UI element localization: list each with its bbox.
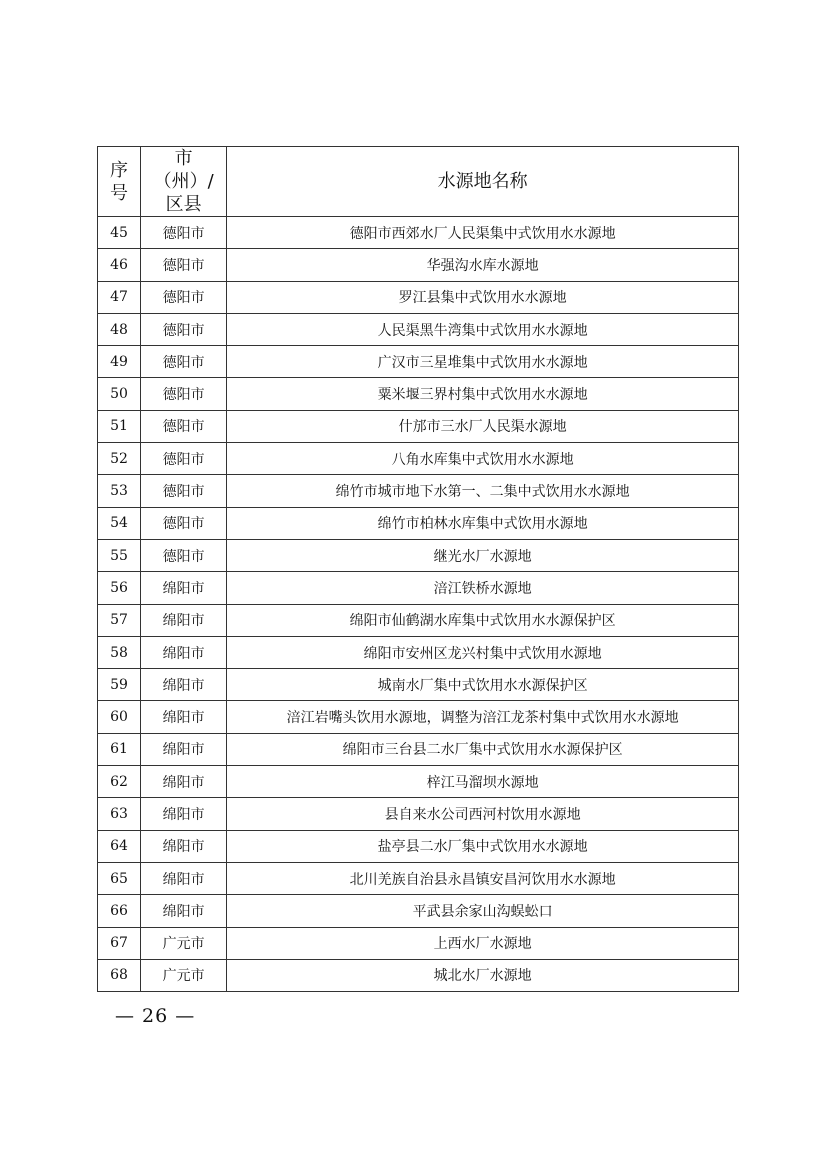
cell-city: 绵阳市	[141, 636, 227, 668]
cell-no: 50	[98, 378, 141, 410]
cell-name: 涪江铁桥水源地	[227, 572, 739, 604]
header-no: 序号	[98, 147, 141, 217]
cell-city: 绵阳市	[141, 798, 227, 830]
cell-no: 65	[98, 862, 141, 894]
cell-city: 绵阳市	[141, 733, 227, 765]
cell-name: 上西水厂水源地	[227, 927, 739, 959]
table-row	[98, 539, 739, 571]
cell-no: 47	[98, 281, 141, 313]
cell-city: 德阳市	[141, 346, 227, 378]
cell-no: 60	[98, 701, 141, 733]
cell-city: 绵阳市	[141, 830, 227, 862]
header-name: 水源地名称	[227, 147, 739, 217]
table-row	[98, 959, 739, 991]
cell-name: 粟米堰三界村集中式饮用水水源地	[227, 378, 739, 410]
table-row	[98, 636, 739, 668]
cell-city: 德阳市	[141, 475, 227, 507]
cell-name: 绵阳市三台县二水厂集中式饮用水水源保护区	[227, 733, 739, 765]
cell-no: 45	[98, 217, 141, 249]
cell-name: 盐亭县二水厂集中式饮用水水源地	[227, 830, 739, 862]
table-row	[98, 217, 739, 249]
cell-city: 绵阳市	[141, 701, 227, 733]
cell-name: 继光水厂水源地	[227, 539, 739, 571]
cell-city: 德阳市	[141, 410, 227, 442]
header-city: 市（州）/区县	[141, 147, 227, 217]
cell-no: 58	[98, 636, 141, 668]
cell-city: 绵阳市	[141, 669, 227, 701]
table-row	[98, 572, 739, 604]
cell-no: 68	[98, 959, 141, 991]
cell-name: 绵竹市城市地下水第一、二集中式饮用水水源地	[227, 475, 739, 507]
cell-name: 绵阳市安州区龙兴村集中式饮用水源地	[227, 636, 739, 668]
table-header-row	[98, 147, 739, 217]
cell-city: 绵阳市	[141, 862, 227, 894]
table-row	[98, 895, 739, 927]
cell-city: 德阳市	[141, 378, 227, 410]
cell-city: 广元市	[141, 927, 227, 959]
cell-no: 67	[98, 927, 141, 959]
table-row	[98, 701, 739, 733]
cell-no: 66	[98, 895, 141, 927]
table-row	[98, 346, 739, 378]
cell-name: 人民渠黑牛湾集中式饮用水水源地	[227, 313, 739, 345]
cell-no: 61	[98, 733, 141, 765]
table-row	[98, 604, 739, 636]
cell-no: 53	[98, 475, 141, 507]
cell-no: 49	[98, 346, 141, 378]
cell-name: 县自来水公司西河村饮用水源地	[227, 798, 739, 830]
cell-city: 广元市	[141, 959, 227, 991]
table-row	[98, 669, 739, 701]
page-number: — 26 —	[115, 1005, 196, 1027]
cell-no: 57	[98, 604, 141, 636]
cell-city: 德阳市	[141, 443, 227, 475]
cell-city: 绵阳市	[141, 604, 227, 636]
table-row	[98, 798, 739, 830]
cell-city: 绵阳市	[141, 895, 227, 927]
cell-name: 绵阳市仙鹤湖水库集中式饮用水水源保护区	[227, 604, 739, 636]
cell-city: 德阳市	[141, 217, 227, 249]
cell-no: 55	[98, 539, 141, 571]
cell-no: 46	[98, 249, 141, 281]
cell-name: 城南水厂集中式饮用水水源保护区	[227, 669, 739, 701]
cell-no: 59	[98, 669, 141, 701]
cell-name: 广汉市三星堆集中式饮用水水源地	[227, 346, 739, 378]
cell-city: 德阳市	[141, 281, 227, 313]
cell-no: 52	[98, 443, 141, 475]
cell-no: 62	[98, 766, 141, 798]
table-row	[98, 281, 739, 313]
cell-name: 涪江岩嘴头饮用水源地，调整为涪江龙茶村集中式饮用水水源地	[227, 701, 739, 733]
table-row	[98, 507, 739, 539]
table-row	[98, 475, 739, 507]
table-row	[98, 830, 739, 862]
cell-no: 51	[98, 410, 141, 442]
cell-name: 梓江马溜坝水源地	[227, 766, 739, 798]
cell-name: 城北水厂水源地	[227, 959, 739, 991]
cell-no: 56	[98, 572, 141, 604]
table-row	[98, 862, 739, 894]
cell-city: 德阳市	[141, 539, 227, 571]
table-body	[98, 217, 739, 992]
cell-name: 八角水库集中式饮用水水源地	[227, 443, 739, 475]
cell-name: 德阳市西郊水厂人民渠集中式饮用水水源地	[227, 217, 739, 249]
cell-name: 北川羌族自治县永昌镇安昌河饮用水水源地	[227, 862, 739, 894]
cell-city: 绵阳市	[141, 572, 227, 604]
cell-city: 绵阳市	[141, 766, 227, 798]
cell-city: 德阳市	[141, 313, 227, 345]
table-row	[98, 378, 739, 410]
cell-name: 平武县余家山沟蜈蚣口	[227, 895, 739, 927]
cell-name: 什邡市三水厂人民渠水源地	[227, 410, 739, 442]
cell-name: 绵竹市柏林水库集中式饮用水源地	[227, 507, 739, 539]
water-source-table	[97, 146, 739, 992]
table-row	[98, 410, 739, 442]
cell-no: 64	[98, 830, 141, 862]
cell-city: 德阳市	[141, 249, 227, 281]
table-row	[98, 249, 739, 281]
cell-no: 63	[98, 798, 141, 830]
cell-city: 德阳市	[141, 507, 227, 539]
table-row	[98, 927, 739, 959]
cell-no: 48	[98, 313, 141, 345]
cell-name: 罗江县集中式饮用水水源地	[227, 281, 739, 313]
table-row	[98, 766, 739, 798]
table-row	[98, 443, 739, 475]
table-row	[98, 313, 739, 345]
cell-no: 54	[98, 507, 141, 539]
cell-name: 华强沟水库水源地	[227, 249, 739, 281]
table-row	[98, 733, 739, 765]
